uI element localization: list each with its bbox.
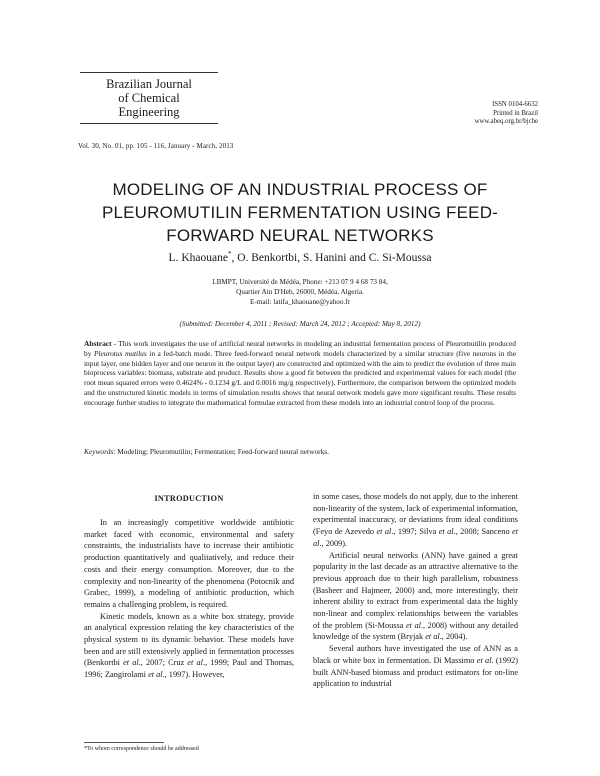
footnote: *To whom correspondence should be addressed bbox=[84, 746, 199, 752]
intro-paragraph-3: Artificial neural networks (ANN) have gained a great popularity in the last decade as an attractive alternative to the previous approach due to their high parallelism, robustness (Basheer and Hajmeer, 2000) and, more interestingly, their inherent ability to extract from experimental data the highly non-linear and complex relationships between the variables of the problem (Si-Moussa et al., 2008) without any detailed knowledge of the system (Bryjak et al., 2004). bbox=[313, 550, 518, 642]
intro-paragraph-2: Kinetic models, known as a white box strategy, provide an analytical expression relating the key characteristics of the physical system to its dynamic behavior. These models have been and are still extensively applied in fermentation processes (Benkortbi et al., 2007; Cruz et al., 1999; Paul and Thomas, 1996; Zangirolami et al., 1997). However, bbox=[84, 611, 295, 680]
journal-masthead bbox=[80, 72, 218, 124]
corresponding-mark: * bbox=[227, 250, 232, 258]
keywords-label: Keywords bbox=[84, 447, 114, 456]
section-heading-introduction: INTRODUCTION bbox=[154, 494, 224, 503]
right-column bbox=[313, 491, 518, 690]
volume-info: Vol. 30, No. 01, pp. 105 - 116, January - March, 2013 bbox=[78, 142, 234, 150]
journal-name: Brazilian Journal of Chemical Engineering bbox=[106, 77, 192, 119]
intro-paragraph-1: In an increasingly competitive worldwide antibiotic market faced with economic, environmental and safety constraints, the industrialists have to increase their antibiotic production quantitatively and qualitatively, and reduce their costs and their energy consumption. Moreover, due to the complexity and non-linearity of the phenomena (Potocnik and Grabec, 1999), a modeling of antibiotic production, which remains a challenging problem, is required. bbox=[84, 518, 294, 609]
keywords: Keywords: Modeling; Pleuromutilin; Fermentation; Feed-forward neural networks. bbox=[84, 447, 330, 456]
abstract: Abstract - This work investigates the use of artificial neural networks in modeling an industrial fermentation process of Pleuromutilin produced by Pleurotus mutilus in a fed-batch mode. Three feed-forward neural network models characterized by a similar structure (five neurons in the input layer, one hidden layer and one neuron in the output layer) are constructed and optimized with the aim to predict the evolution of three main bioprocess variables: biomass, substrate and product. Results show a good fit between the predicted and experimental values for each model (the root mean squared errors were 0.4624% - 0.1234 g/L and 0.0016 mg/g respectively). Furthermore, the comparison between the optimized models and the unstructured kinetic models in terms of simulation results shows that neural network models gave more significant results. These results encourage further studies to integrate the mathematical formulae extracted from these models into an industrial control loop of the process. bbox=[84, 339, 516, 407]
submission-dates: (Submitted: December 4, 2011 ; Revised: March 24, 2012 ; Accepted: May 8, 2012) bbox=[179, 320, 421, 328]
paper-title: MODELING OF AN INDUSTRIAL PROCESS OF PLEUROMUTILIN FERMENTATION USING FEED- FORWARD NEURAL NETWORKS bbox=[101, 180, 499, 245]
intro-paragraph-2-continued: in some cases, those models do not apply, due to the inherent non-linearity of the system, lack of experimental information, experimental inaccuracy, or deviations from ideal conditions (Feyo de Azevedo et al., 1997; Silva et al., 2008; Sanceno et al., 2009). bbox=[313, 492, 519, 548]
author-email[interactable]: E-mail: latifa_khaouane@yahoo.fr bbox=[249, 297, 351, 306]
left-column bbox=[84, 517, 294, 681]
journal-url[interactable]: www.abeq.org.br/bjche bbox=[474, 118, 538, 125]
issn-block: ISSN 0104-6632 Printed in Brazil www.abeq.org.br/bjche bbox=[474, 101, 538, 125]
author-list: L. Khaouane*, O. Benkortbi, S. Hanini and C. Si-Moussa bbox=[168, 250, 432, 264]
abstract-label: Abstract bbox=[84, 339, 112, 348]
affiliation: LBMPT, Université de Médéa, Phone: +213 07 9 4 68 73 84, Quartier Ain D'Heb, 26000, Médéa, Algeria. E-mail: latifa_khaouane@yahoo.fr bbox=[60, 278, 540, 307]
intro-paragraph-4: Several authors have investigated the use of ANN as a black or white box in fermentation. Di Massimo et al. (1992) built ANN-based biomass and product estimators for on-line application to industrial bbox=[313, 644, 519, 689]
masthead-bottom-rule bbox=[80, 123, 218, 124]
footnote-rule bbox=[84, 742, 164, 743]
